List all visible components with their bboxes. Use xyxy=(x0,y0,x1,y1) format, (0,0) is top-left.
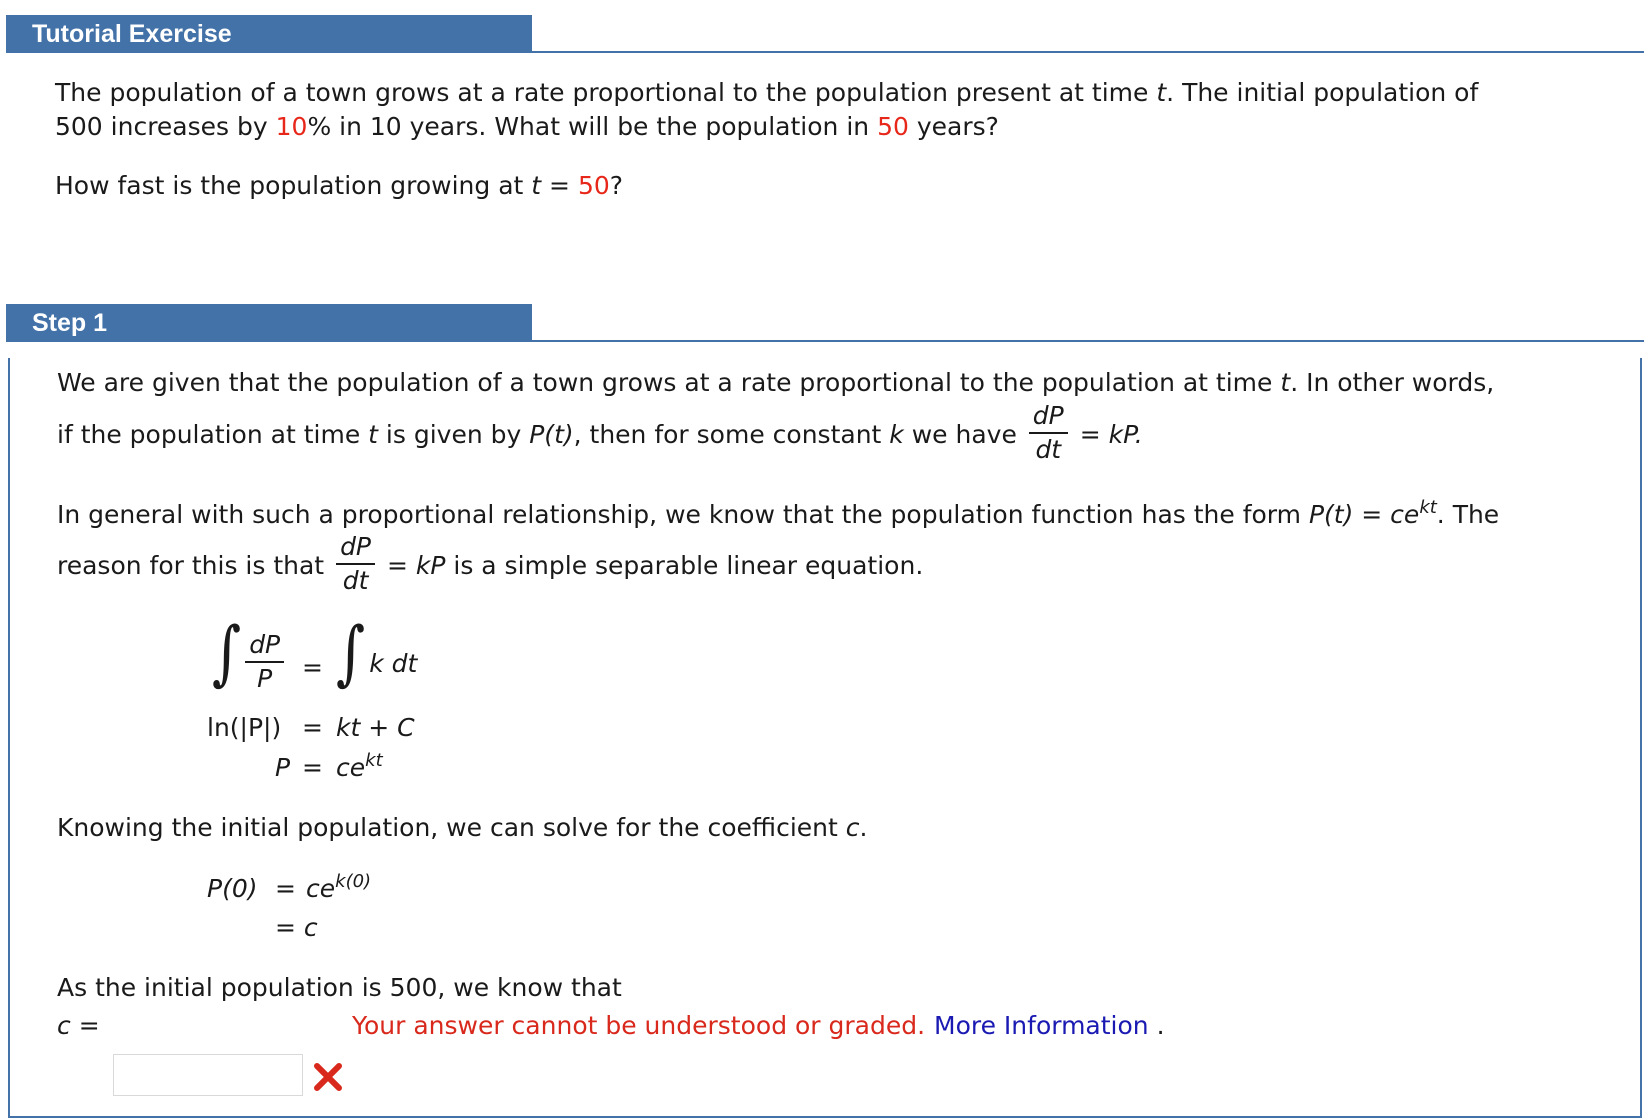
answer-label: c = xyxy=(57,1011,100,1040)
c-answer-input[interactable] xyxy=(113,1054,303,1096)
step1-para2-line1: In general with such a proportional relationship, we know that the population function has the form $P(t) = ce^{kt}$. The xyxy=(57,497,1500,529)
step1-header xyxy=(6,304,1644,342)
question-line: How fast is the population growing at t = 50? xyxy=(55,171,624,200)
problem-line-1: The population of a town grows at a rate proportional to the population present at time t. The initial population of xyxy=(55,78,1479,107)
integral-sign-2: ∫ xyxy=(336,612,366,694)
p0-equals: = xyxy=(275,874,296,903)
years-value: 50 xyxy=(877,112,909,141)
step1-para4: As the initial population is 500, we know that xyxy=(57,973,622,1002)
problem-line-2: 500 increases by 10% in 10 years. What will be the population in 50 years? xyxy=(55,112,999,141)
x-mark-icon xyxy=(313,1062,343,1092)
more-information-link[interactable]: More Information . xyxy=(934,1011,1165,1040)
p0-lhs: P(0) xyxy=(207,874,258,903)
question-time-value: 50 xyxy=(577,171,610,200)
step1-para1-line2: if the population at time t is given by P(t), then for some constant k we have $\frac{dP}{dt}$ = kP. xyxy=(57,401,1143,464)
p-rhs: $ce^{kt}$ xyxy=(336,750,383,782)
dp-dt-fraction-2: $\frac{dP}{dt}$ xyxy=(336,531,375,597)
p0-rhs: $ce^{k(0)}$ xyxy=(306,871,372,903)
ln-lhs: ln(|P|) xyxy=(207,713,282,742)
step1-para1-line1: We are given that the population of a town grows at a rate proportional to the population at time t. In other words, xyxy=(57,368,1495,397)
percent-value: 10 xyxy=(275,112,308,141)
integral-equals: = xyxy=(302,653,323,682)
dp-dt-fraction: $\frac{dP}{dt}$ xyxy=(1029,400,1068,466)
tutorial-header-title: Tutorial Exercise xyxy=(6,15,532,53)
step1-para2-line2: reason for this is that $\frac{dP}{dt}$ = kP is a simple separable linear equation. xyxy=(57,532,924,595)
step1-header-title: Step 1 xyxy=(6,304,532,342)
integral-equation: ∫ $\frac{dP}{P}$ xyxy=(212,626,288,701)
integral-rhs: ∫ k dt xyxy=(336,612,418,694)
answer-error-message: Your answer cannot be understood or graded. xyxy=(352,1011,926,1040)
c-equals-line: = c xyxy=(275,913,318,942)
ln-rhs: kt + C xyxy=(336,713,415,742)
tutorial-header xyxy=(6,15,1644,53)
p-lhs: P xyxy=(275,753,291,782)
integral-sign: ∫ xyxy=(212,612,242,694)
step1-para3: Knowing the initial population, we can solve for the coefficient c. xyxy=(57,813,868,842)
ln-equals: = xyxy=(302,713,323,742)
p-equals: = xyxy=(302,753,323,782)
